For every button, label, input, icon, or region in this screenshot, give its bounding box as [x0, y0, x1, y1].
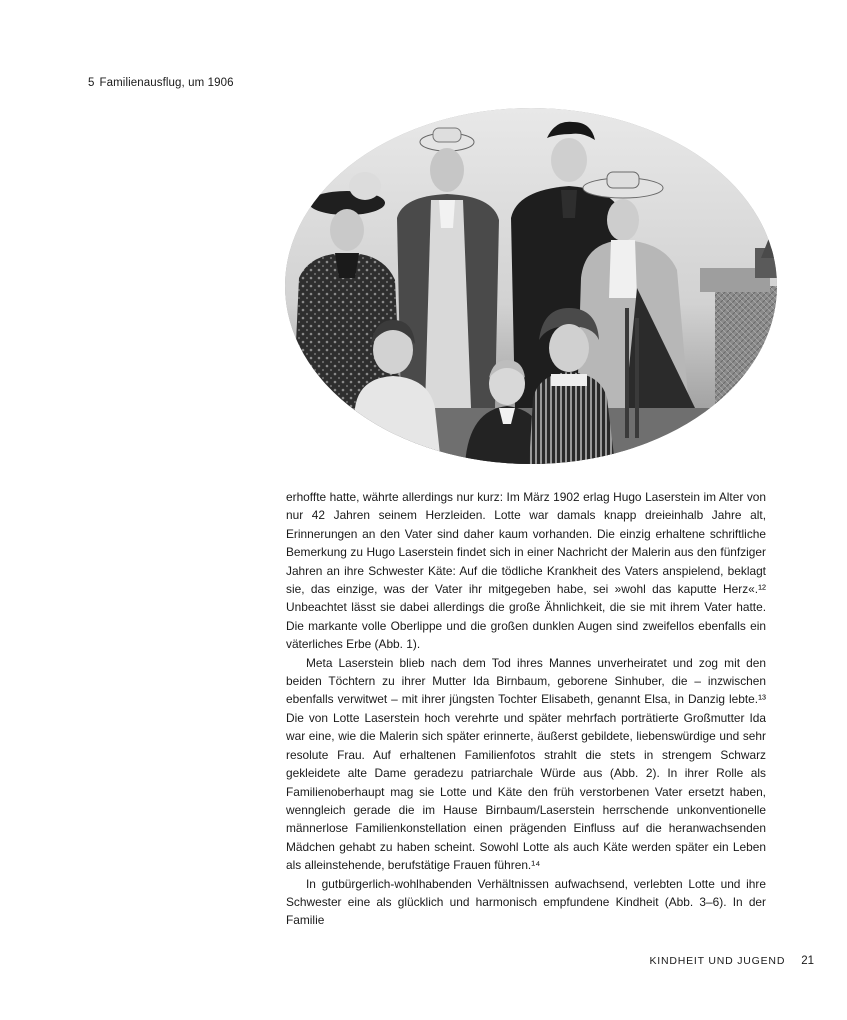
family-photo [285, 108, 777, 464]
page-footer [649, 955, 814, 967]
running-head: KINDHEIT UND JUGEND [649, 955, 786, 967]
figure-caption-text: Familienausflug, um 1906 [99, 77, 234, 89]
paragraph-2: Meta Laserstein blieb nach dem Tod ihres Mannes unverheiratet und zog mit den beiden Töchtern zu ihrer Mutter Ida Birnbaum, geborene Sinhuber, die – inzwischen ebenfalls verwitwet – mit ihrer jüngsten Tochter Elisabeth, genannt Elsa, in Danzig lebte.¹³ Die von Lotte Laserstein hoch verehrte und später mehrfach porträtierte Großmutter Ida war eine, wie die Malerin sich später erinnerte, äußerst gebildete, liebenswürdige und sehr resolute Frau. Auf erhaltenen Familienfotos strahlt die stets in strengem Schwarz gekleidete alte Dame geradezu patriarchale Würde aus (Abb. 2). In ihrer Rolle als Familienoberhaupt mag sie Lotte und Käte den früh verstorbenen Vater ersetzt haben, wenngleich gerade die im Hause Birnbaum/Laserstein herrschende unkonventionelle männerlose Familienkonstellation einen prägenden Einfluss auf die heranwachsenden Mädchen gehabt zu haben scheint. Sowohl Lotte als auch Käte werden später ein Leben als alleinstehende, berufstätige Frauen führen.¹⁴ [286, 655, 766, 873]
figure-number: 5 [88, 77, 95, 89]
body-text [286, 488, 766, 930]
paragraph-1: erhoffte hatte, währte allerdings nur kurz: Im März 1902 erlag Hugo Laserstein im Alter von nur 42 Jahren seinem Herzleiden. Lotte war damals knapp dreieinhalb Jahre alt, Erinnerungen an den Vater sind daher kaum vorhanden. Die einzig erhaltene schriftliche Bemerkung zu Hugo Laserstein findet sich in einer Nachricht der Malerin aus den fünfziger Jahren an ihre Schwester Käte: Auf die tödliche Krankheit des Vaters anspielend, beklagt sie, das einzige, was der Vater ihr mitgegeben habe, sei »wohl das kaputte Herz«.¹² Unbeachtet lässt sie dabei allerdings die große Ähnlichkeit, die sie mit ihrem Vater hatte. Die markante volle Oberlippe und die großen dunklen Augen sind zweifellos ebenfalls ein väterliches Erbe (Abb. 1). [286, 490, 766, 652]
page-number: 21 [801, 955, 814, 967]
figure-caption [88, 77, 234, 89]
family-photo-icon [285, 108, 777, 464]
paragraph-3: In gutbürgerlich-wohlhabenden Verhältnissen aufwachsend, verlebten Lotte und ihre Schwester eine als glücklich und harmonisch empfundene Kindheit (Abb. 3–6). In der Familie [286, 876, 766, 928]
